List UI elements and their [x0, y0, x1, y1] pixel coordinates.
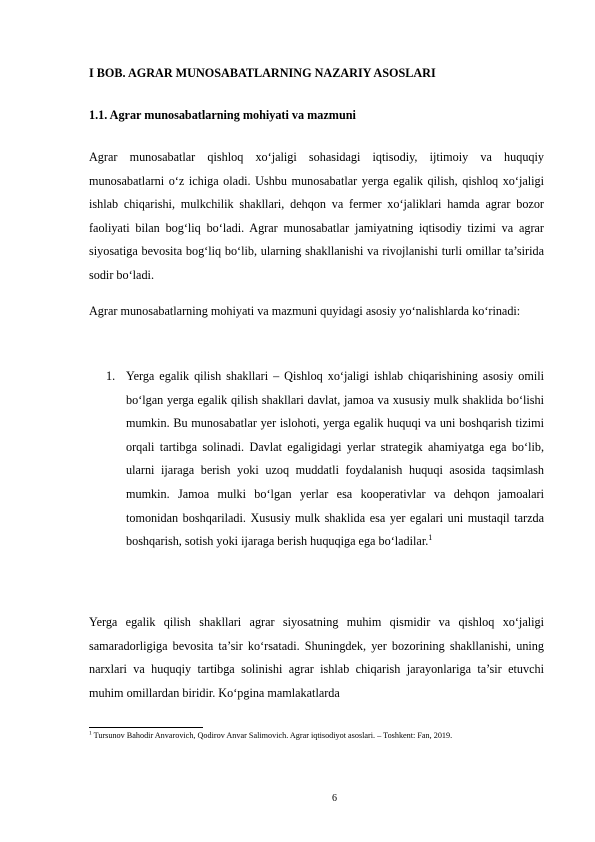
page-number: 6 — [332, 793, 337, 804]
list-item-body: Yerga egalik qilish shakllari – Qishloq xo‘jaligi ishlab chiqarishining asosiy omili bo‘lgan yerga egalik qilish shakllari davlat, jamoa va xususiy mulk shaklida bo‘lishi mumkin. Bu munosabatlar yer islohoti, yerga egalik huquqi va uni boshqarish tizimi orqali tartibga solinadi. Davlat egaligidagi yerlar strategik ahamiyatga ega bo‘lib, ularni ijaraga berish yoki uzoq muddatli foydalanish huquqi asosida taqsimlash mumkin. Jamoa mulki bo‘lgan yerlar esa kooperativlar va dehqon jamoalari tomonidan boshqariladi. Xususiy mulk shaklida esa yer egalari uni mustaqil tarzda boshqarish, sotish yoki ijaraga berish huquqiga ega bo‘ladilar. — [126, 369, 544, 549]
paragraph-land-ownership: Yerga egalik qilish shakllari agrar siyosatning muhim qismidir va qishloq xo‘jaligi samaradorligiga bevosita ta’sir ko‘rsatadi. Shuningdek, yer bozorining shakllanishi, uning narxlari va huquqiy tartibga solinishi agrar ishlab chiqarish jarayonlariga ta’sir etuvchi muhim omillardan biridir. Ko‘pgina mamlakatlarda — [89, 615, 544, 700]
footnote-marker: 1 — [89, 730, 92, 737]
list-item — [89, 365, 544, 554]
paragraph-directions: Agrar munosabatlarning mohiyati va mazmuni quyidagi asosiy yo‘nalishlarda ko‘rinadi: — [89, 304, 521, 318]
list-item-text — [126, 365, 544, 554]
footnote-divider — [89, 727, 203, 728]
chapter-title: I BOB. AGRAR MUNOSABATLARNING NAZARIY ASOSLARI — [89, 66, 436, 80]
paragraph-intro: Agrar munosabatlar qishloq xo‘jaligi sohasidagi iqtisodiy, ijtimoiy va huquqiy munosabatlarni o‘z ichiga oladi. Ushbu munosabatlar yerga egalik qilish, qishloq xo‘jaligi ishlab chiqarishi, mulkchilik shakllari, dehqon va fermer xo‘jaliklari hamda agrar bozor faoliyati bilan bog‘liq bo‘ladi. Agrar munosabatlar jamiyatning iqtisodiy tizimi va agrar siyosatiga bevosita bog‘liq bo‘lib, ularning shakllanishi va rivojlanishi turli omillar ta’sirida sodir bo‘ladi. — [89, 150, 544, 282]
footnote-reference[interactable]: 1 — [428, 533, 433, 543]
list-item-number: 1. — [106, 369, 116, 383]
footnote — [89, 731, 452, 740]
numbered-list — [89, 365, 544, 554]
footnote-text: Tursunov Bahodir Anvarovich, Qodirov Anvar Salimovich. Agrar iqtisodiyot asoslari. – Toshkent: Fan, 2019. — [91, 731, 453, 740]
section-title: 1.1. Agrar munosabatlarning mohiyati va mazmuni — [89, 108, 356, 122]
